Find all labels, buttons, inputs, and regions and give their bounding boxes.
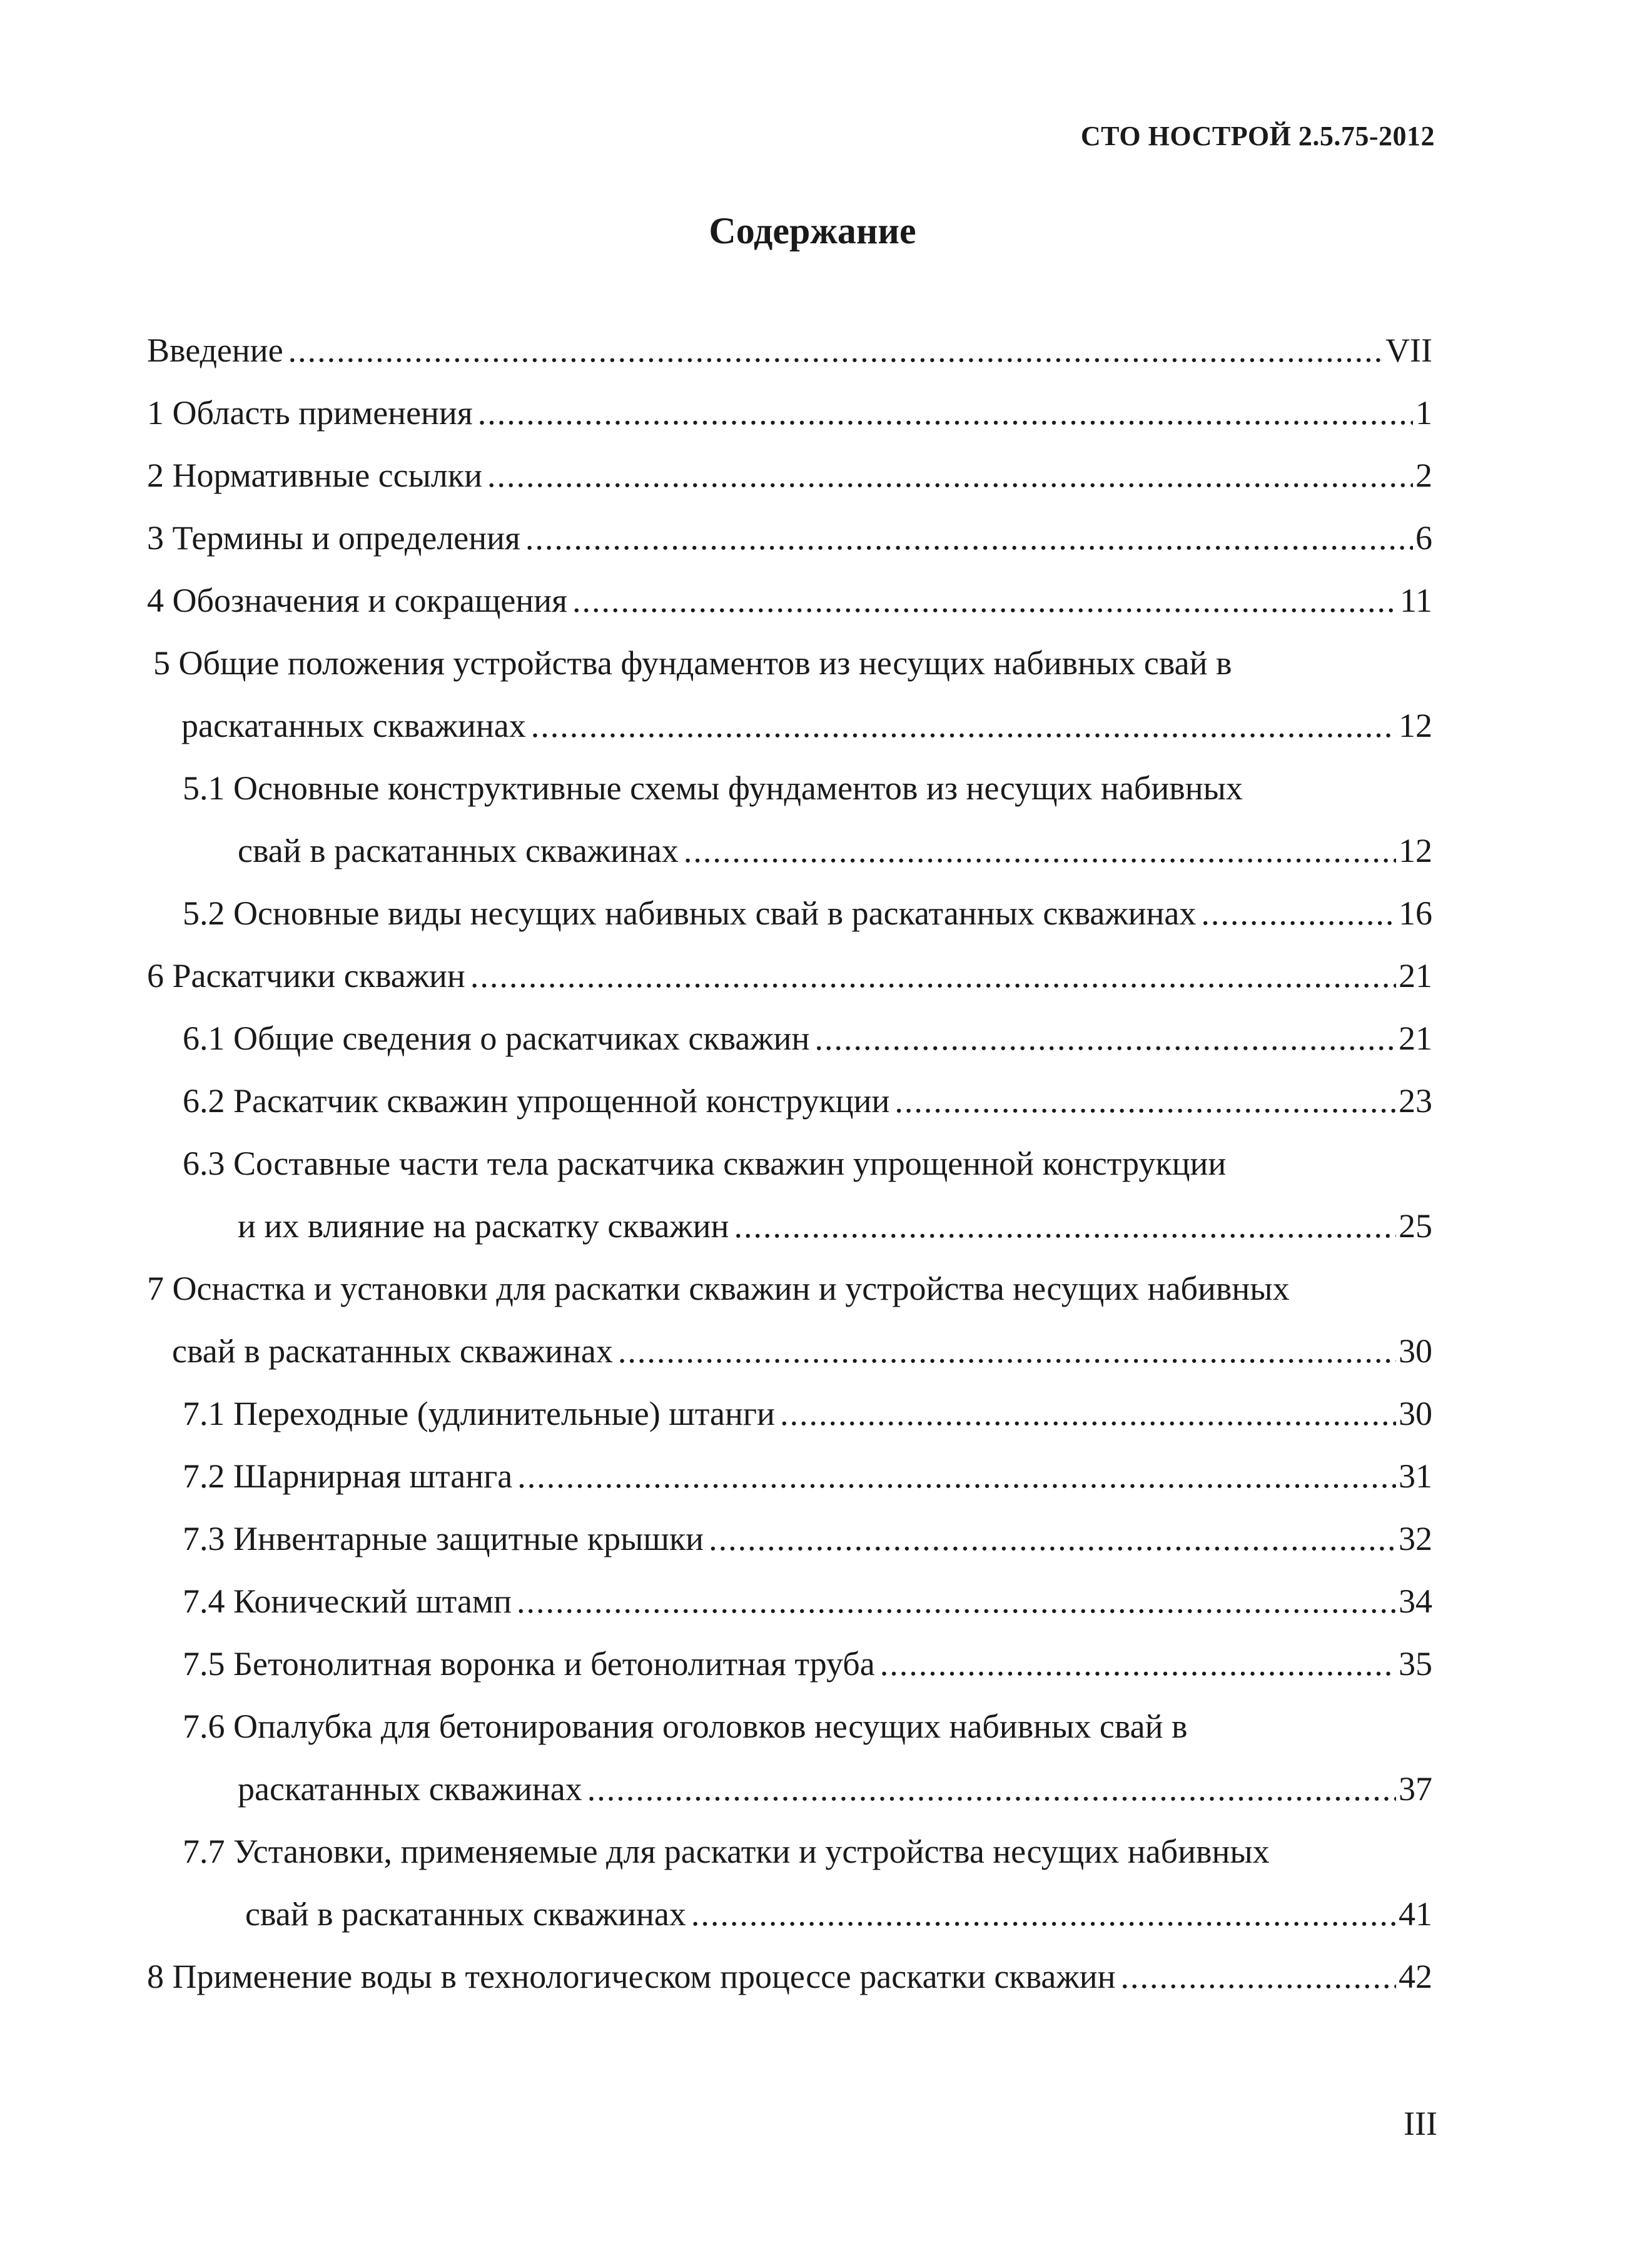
toc-entry-page: 2 bbox=[1415, 457, 1432, 494]
toc-entry-title: 7.4 Конический штамп bbox=[183, 1582, 512, 1620]
toc-entry-section-5-line2[interactable] bbox=[181, 694, 1432, 757]
toc-entry-title: 7.2 Шарнирная штанга bbox=[183, 1457, 513, 1495]
page-number: III bbox=[1404, 2105, 1437, 2142]
toc-entry-section-7-6-line2[interactable] bbox=[238, 1758, 1432, 1820]
toc-entry-page: 12 bbox=[1399, 707, 1432, 744]
toc-entry-section-3[interactable] bbox=[147, 507, 1432, 569]
toc-entry-title: 7.1 Переходные (удлинительные) штанги bbox=[183, 1395, 775, 1432]
toc-leader-dots bbox=[709, 1507, 1396, 1570]
toc-leader-dots bbox=[572, 569, 1397, 632]
toc-entry-title: 6.2 Раскатчик скважин упрощенной конструкции bbox=[183, 1082, 890, 1120]
toc-entry-title: 7 Оснастка и установки для раскатки скважин и устройства несущих набивных bbox=[147, 1270, 1290, 1307]
toc-entry-page: 21 bbox=[1399, 1020, 1432, 1057]
toc-entry-page: 6 bbox=[1415, 519, 1432, 557]
toc-entry-section-5-line1[interactable] bbox=[153, 632, 1232, 694]
toc-entry-title: 4 Обозначения и сокращения bbox=[147, 582, 568, 619]
toc-leader-dots bbox=[587, 1758, 1396, 1820]
toc-entry-section-4[interactable] bbox=[147, 569, 1432, 632]
toc-entry-page: 41 bbox=[1399, 1895, 1432, 1933]
toc-entry-section-7-7-line1[interactable] bbox=[183, 1820, 1270, 1883]
toc-leader-dots bbox=[780, 1382, 1396, 1445]
toc-entry-section-6-2[interactable] bbox=[183, 1070, 1432, 1132]
document-code: СТО НОСТРОЙ 2.5.75-2012 bbox=[1080, 121, 1435, 151]
toc-entry-title: 2 Нормативные ссылки bbox=[147, 457, 482, 494]
toc-entry-section-1[interactable] bbox=[147, 382, 1432, 444]
toc-entry-section-6-3-line1[interactable] bbox=[183, 1132, 1226, 1195]
toc-entry-section-7-1[interactable] bbox=[183, 1382, 1432, 1445]
toc-entry-title: 3 Термины и определения bbox=[147, 519, 520, 557]
toc-entry-page: 42 bbox=[1399, 1958, 1432, 1995]
toc-leader-dots bbox=[618, 1320, 1396, 1382]
toc-entry-introduction[interactable] bbox=[147, 319, 1432, 382]
toc-entry-section-7-5[interactable] bbox=[183, 1633, 1432, 1695]
toc-entry-page: 11 bbox=[1400, 582, 1432, 619]
toc-entry-page: 16 bbox=[1399, 894, 1432, 932]
toc-entry-page: 30 bbox=[1399, 1395, 1432, 1432]
toc-leader-dots bbox=[814, 1007, 1396, 1070]
toc-entry-page: 31 bbox=[1399, 1457, 1432, 1495]
toc-entry-section-5-1-line2[interactable] bbox=[238, 819, 1432, 882]
toc-entry-title: 6.1 Общие сведения о раскатчиках скважин bbox=[183, 1020, 810, 1057]
toc-entry-title-continued: раскатанных скважинах bbox=[181, 707, 526, 744]
toc-leader-dots bbox=[691, 1883, 1396, 1945]
toc-leader-dots bbox=[470, 944, 1396, 1007]
toc-entry-page: 35 bbox=[1399, 1645, 1432, 1683]
toc-leader-dots bbox=[525, 507, 1413, 569]
toc-entry-title: 7.7 Установки, применяемые для раскатки и устройства несущих набивных bbox=[183, 1833, 1270, 1870]
toc-leader-dots bbox=[478, 382, 1413, 444]
toc-leader-dots bbox=[894, 1070, 1396, 1132]
toc-entry-title: 7.6 Опалубка для бетонирования оголовков несущих набивных свай в bbox=[183, 1708, 1188, 1745]
toc-entry-title-continued: свай в раскатанных скважинах bbox=[238, 832, 679, 869]
toc-entry-page: 34 bbox=[1399, 1582, 1432, 1620]
toc-entry-title: 7.5 Бетонолитная воронка и бетонолитная труба bbox=[183, 1645, 875, 1683]
toc-entry-section-7-2[interactable] bbox=[183, 1445, 1432, 1507]
toc-entry-title: 6.3 Составные части тела раскатчика скважин упрощенной конструкции bbox=[183, 1145, 1227, 1182]
toc-entry-page: 23 bbox=[1399, 1082, 1432, 1120]
toc-entry-section-2[interactable] bbox=[147, 444, 1432, 507]
toc-entry-title-continued: свай в раскатанных скважинах bbox=[245, 1895, 686, 1933]
toc-entry-page: 32 bbox=[1399, 1520, 1432, 1557]
toc-leader-dots bbox=[880, 1633, 1396, 1695]
toc-entry-title: 6 Раскатчики скважин bbox=[147, 957, 465, 995]
toc-entry-section-7-line2[interactable] bbox=[172, 1320, 1432, 1382]
toc-entry-title: Введение bbox=[147, 332, 283, 369]
toc-entry-title-continued: раскатанных скважинах bbox=[238, 1770, 582, 1808]
toc-entry-section-5-1-line1[interactable] bbox=[183, 757, 1243, 819]
toc-entry-section-7-7-line2[interactable] bbox=[245, 1883, 1432, 1945]
toc-entry-page: VII bbox=[1385, 332, 1432, 369]
toc-entry-page: 37 bbox=[1399, 1770, 1432, 1808]
toc-entry-section-8[interactable] bbox=[147, 1945, 1432, 2008]
toc-entry-section-6[interactable] bbox=[147, 944, 1432, 1007]
toc-entry-title-continued: свай в раскатанных скважинах bbox=[172, 1332, 613, 1370]
toc-leader-dots bbox=[1121, 1945, 1397, 2008]
toc-entry-title: 5.2 Основные виды несущих набивных свай в раскатанных скважинах bbox=[183, 894, 1197, 932]
toc-entry-page: 12 bbox=[1399, 832, 1432, 869]
toc-leader-dots bbox=[517, 1570, 1396, 1633]
page-title: Содержание bbox=[709, 210, 916, 251]
toc-entry-section-7-line1[interactable] bbox=[147, 1257, 1290, 1320]
toc-entry-title: 7.3 Инвентарные защитные крышки bbox=[183, 1520, 704, 1557]
toc-leader-dots bbox=[487, 444, 1413, 507]
toc-entry-title: 1 Область применения bbox=[147, 394, 473, 432]
toc-entry-title: 8 Применение воды в технологическом процессе раскатки скважин bbox=[147, 1958, 1116, 1995]
toc-entry-section-6-1[interactable] bbox=[183, 1007, 1432, 1070]
toc-entry-section-6-3-line2[interactable] bbox=[238, 1195, 1432, 1257]
toc-entry-title: 5 Общие положения устройства фундаментов из несущих набивных свай в bbox=[153, 644, 1232, 682]
toc-leader-dots bbox=[517, 1445, 1396, 1507]
toc-entry-title: 5.1 Основные конструктивные схемы фундаментов из несущих набивных bbox=[183, 769, 1243, 807]
toc-leader-dots bbox=[1201, 882, 1396, 944]
toc-entry-section-7-6-line1[interactable] bbox=[183, 1695, 1188, 1758]
toc-leader-dots bbox=[734, 1195, 1396, 1257]
toc-entry-section-5-2[interactable] bbox=[183, 882, 1432, 944]
toc-entry-section-7-3[interactable] bbox=[183, 1507, 1432, 1570]
toc-entry-page: 25 bbox=[1399, 1207, 1432, 1245]
toc-leader-dots bbox=[531, 694, 1396, 757]
toc-leader-dots bbox=[288, 319, 1383, 382]
toc-entry-page: 1 bbox=[1415, 394, 1432, 432]
toc-entry-title-continued: и их влияние на раскатку скважин bbox=[238, 1207, 729, 1245]
toc-entry-section-7-4[interactable] bbox=[183, 1570, 1432, 1633]
toc-entry-page: 30 bbox=[1399, 1332, 1432, 1370]
toc-leader-dots bbox=[684, 819, 1396, 882]
toc-entry-page: 21 bbox=[1399, 957, 1432, 995]
